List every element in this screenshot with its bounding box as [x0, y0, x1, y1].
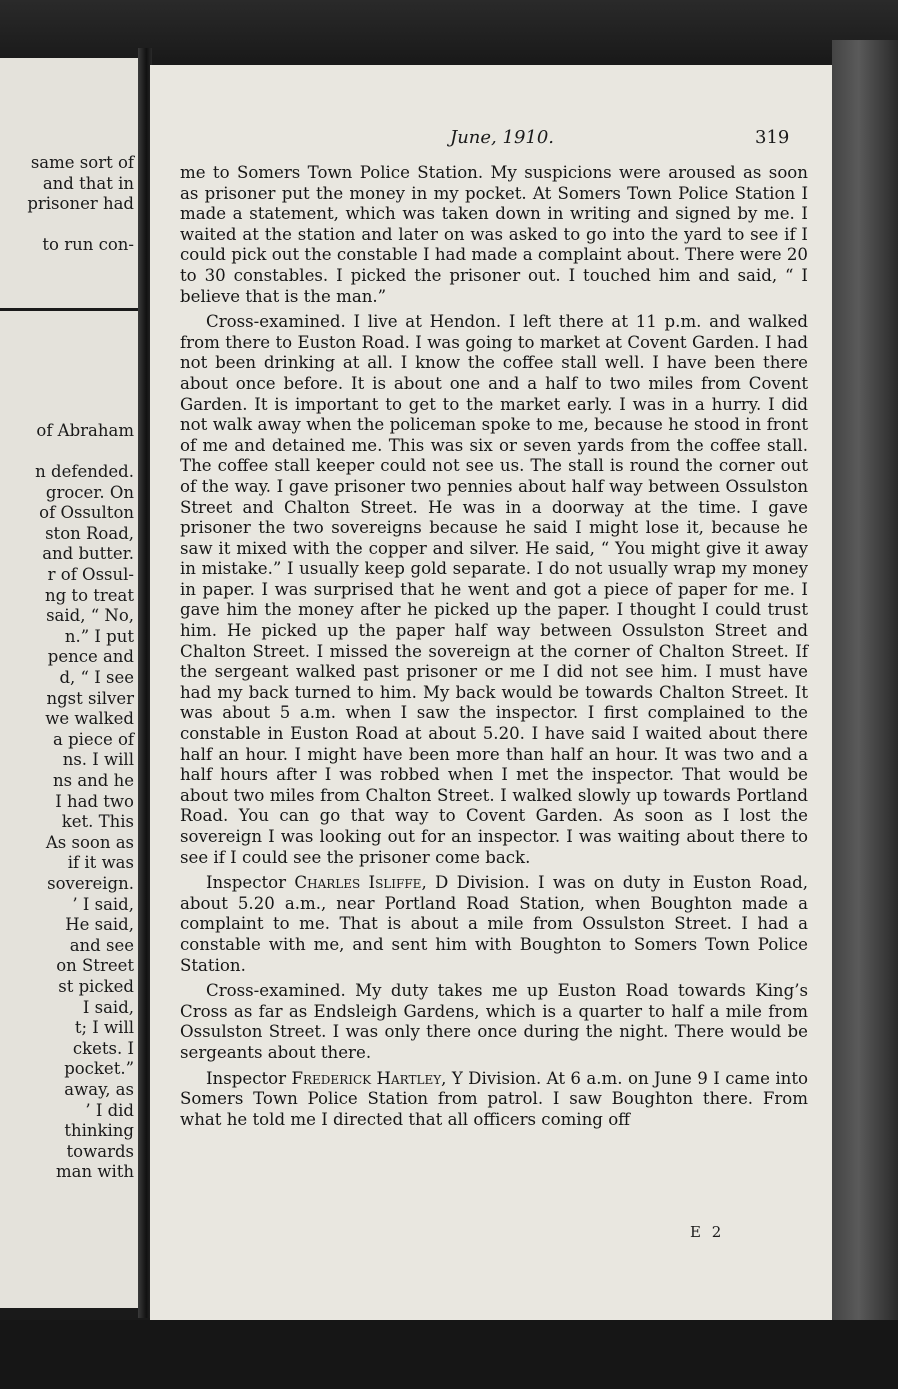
- witness-statement: , Y Division. At 6 a.m. on June 9 I came into Somers Town Police Station from patrol. I saw Boughton there. From what he told me I directed that all officers coming off: [180, 1068, 808, 1129]
- left-page-line: to run con-: [42, 235, 134, 255]
- witness-intro: Inspector: [206, 873, 295, 893]
- left-page-line: ckets. I: [72, 1038, 134, 1058]
- left-page-line: ngst silver: [46, 688, 134, 708]
- left-page-line: I had two: [55, 791, 134, 811]
- header-date: June, 1910.: [450, 127, 555, 148]
- left-page-line: ket. This: [61, 812, 134, 832]
- left-page-line: ng to treat: [45, 585, 134, 605]
- right-page: [150, 65, 832, 1330]
- left-page-line: ns and he: [52, 771, 134, 790]
- left-page-fragment: [0, 58, 143, 1308]
- left-page-rule: [0, 308, 140, 311]
- left-page-line: st picked: [58, 977, 134, 996]
- witness-intro: Inspector: [206, 1068, 292, 1088]
- left-page-line: ns. I will: [62, 750, 134, 770]
- left-page-line: ’ I did: [85, 1100, 134, 1120]
- body-text: [180, 163, 808, 1135]
- left-page-line: and that in: [42, 173, 134, 193]
- left-page-line: and see: [69, 935, 134, 955]
- signature-mark: E 2: [690, 1223, 725, 1241]
- left-page-line: said, “ No,: [46, 606, 134, 626]
- paragraph-cross-examination-2: Cross-examined. My duty takes me up Euston Road towards King’s Cross as far as Endsleigh Gardens, which is a quarter to half a mile from Ossulston Street. I was only there once during the night. There would be sergeants about there.: [180, 981, 808, 1062]
- paragraph-continuation: me to Somers Town Police Station. My suspicions were aroused as soon as prisoner put the money in my pocket. At Somers Town Police Station I made a statement, which was taken down in writing and signed by me. I waited at the station and later on was asked to go into the yard to see if I could pick out the constable I had made a complaint about. There were 20 to 30 constables. I picked the prisoner out. I touched him and said, “ I believe that is the man.”: [180, 163, 808, 306]
- left-page-line: same sort of: [30, 153, 134, 172]
- left-page-line: ’ I said,: [72, 894, 134, 914]
- left-page-line: if it was: [67, 853, 134, 873]
- scan-background-top: [0, 0, 898, 60]
- left-page-line: and butter.: [42, 544, 134, 564]
- left-page-line: a piece of: [53, 729, 134, 749]
- paragraph-cross-examination-1: Cross-examined. I live at Hendon. I left there at 11 p.m. and walked from there to Euston Road. I was going to market at Covent Garden. I had not been drinking at all. I know the coffee stall well. I have been there about once before. It is about one and a half to two miles from Covent Garden. It is important to get to the market early. I was in a hurry. I did not walk away when the policeman spoke to me, because he stood in front of me and detained me. This was six or seven yards from the coffee stall. The coffee stall keeper could not see us. The stall is round the corner out of the way. I gave prisoner two pennies about half way between Ossulston Street and Chalton Street. He was in a doorway at the time. I gave prisoner the two sovereigns because he said I might lose it, because he saw it mixed with the copper and silver. He said, “ You might give it away in mistake.” I usually keep gold separate. I do not usually wrap my money in paper. I was surprised that he went and got a piece of paper for me. I gave him the money after he picked up the paper. I thought I could trust him. He picked up the paper half way between Ossulston Street and Chalton Street. I missed the sovereign at the corner of Chalton Street. If the sergeant walked past prisoner or me I did not see him. I must have had my back turned to him. My back would be towards Chalton Street. It was about 5 a.m. when I saw the inspector. I first complained to the constable in Euston Road at about 5.20. I have said I waited about there half an hour. I might have been more than half an hour. It was two and a half hours after I was robbed when I met the inspector. That would be about two miles from Chalton Street. I walked slowly up towards Portland Road. You can go that way to Covent Garden. As soon as I lost the sovereign I was looking out for an inspector. I was waiting about there to see if I could see the prisoner come back.: [180, 312, 808, 867]
- left-page-line: sovereign.: [47, 874, 134, 893]
- left-page-line: towards: [66, 1141, 134, 1161]
- left-page-line: on Street: [56, 956, 134, 976]
- left-page-line: t; I will: [74, 1018, 134, 1038]
- left-page-line: n.” I put: [64, 626, 134, 646]
- left-page-line: grocer. On: [45, 482, 134, 502]
- left-page-line: of Abraham: [36, 420, 134, 440]
- left-page-line: He said,: [65, 915, 134, 935]
- left-page-line: pence and: [47, 647, 134, 667]
- left-page-line: d, “ I see: [59, 668, 134, 687]
- left-page-line: we walked: [45, 709, 134, 729]
- running-header: [150, 127, 832, 151]
- scan-background-bottom: [0, 1320, 898, 1389]
- witness-name-hartley: Frederick Hartley: [291, 1068, 442, 1088]
- paragraph-inspector-hartley: [180, 1069, 808, 1131]
- page-number: 319: [755, 127, 790, 148]
- left-page-line: pocket.”: [64, 1059, 134, 1079]
- left-page-line: I said,: [82, 997, 134, 1017]
- left-page-line: man with: [55, 1162, 134, 1182]
- page-edge-shadow: [832, 40, 898, 1340]
- witness-statement: , D Division. I was on duty in Euston Road, about 5.20 a.m., near Portland Road Station, when Boughton made a complaint to me. That is about a mile from Ossulston Street. I had a constable with me, and sent him with Boughton to Somers Town Police Station.: [180, 873, 809, 975]
- left-page-line: As soon as: [45, 832, 134, 852]
- left-page-line: ston Road,: [45, 523, 134, 543]
- left-page-line: n defended.: [35, 462, 134, 481]
- left-page-line: r of Ossul-: [47, 565, 134, 584]
- left-page-line: thinking: [64, 1121, 134, 1141]
- left-page-line: of Ossulton: [39, 503, 134, 523]
- left-page-line: away, as: [64, 1080, 134, 1099]
- paragraph-inspector-isliffe: [180, 873, 808, 976]
- witness-name-isliffe: Charles Isliffe: [294, 873, 422, 893]
- left-page-line: prisoner had: [27, 194, 134, 214]
